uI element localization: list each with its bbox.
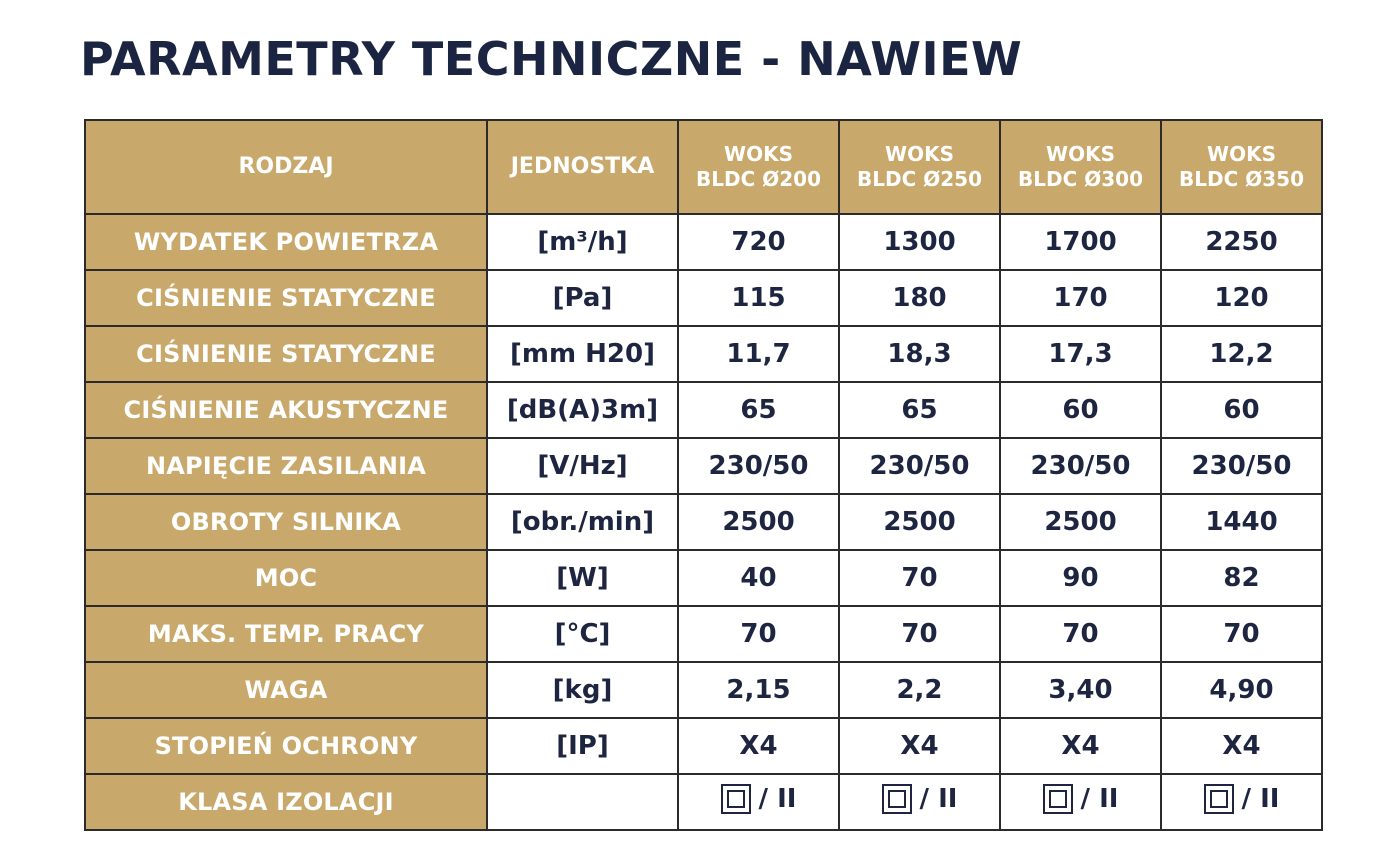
parameter-value: 70: [678, 606, 839, 662]
page-title: PARAMETRY TECHNICZNE - NAWIEW: [80, 32, 1023, 86]
parameter-value: 70: [1000, 606, 1161, 662]
parameter-value: 180: [839, 270, 1000, 326]
table-row-insulation: [85, 774, 1322, 830]
parameter-value: 82: [1161, 550, 1322, 606]
parameter-value: X4: [678, 718, 839, 774]
double-insulation-icon: [721, 784, 751, 814]
parameter-value: [1000, 774, 1161, 830]
insulation-class: / II: [1080, 783, 1119, 814]
parameter-unit: [IP]: [487, 718, 678, 774]
parameter-unit: [dB(A)3m]: [487, 382, 678, 438]
model-line1: WOKS: [885, 142, 954, 166]
parameter-unit: [m³/h]: [487, 214, 678, 270]
parameter-value: 2500: [1000, 494, 1161, 550]
table-row: [85, 494, 1322, 550]
parameter-name: MAKS. TEMP. PRACY: [85, 606, 487, 662]
parameter-value: 2,2: [839, 662, 1000, 718]
model-line2: BLDC Ø350: [1179, 167, 1304, 191]
table-row: [85, 438, 1322, 494]
header-model: [1161, 120, 1322, 214]
model-line2: BLDC Ø200: [696, 167, 821, 191]
double-insulation-icon: [1043, 784, 1073, 814]
parameter-value: X4: [839, 718, 1000, 774]
parameter-unit: [mm H20]: [487, 326, 678, 382]
parameter-value: 3,40: [1000, 662, 1161, 718]
parameter-unit: [obr./min]: [487, 494, 678, 550]
parameter-value: 17,3: [1000, 326, 1161, 382]
model-line2: BLDC Ø300: [1018, 167, 1143, 191]
parameter-unit: [°C]: [487, 606, 678, 662]
table-row: [85, 326, 1322, 382]
parameter-value: 65: [839, 382, 1000, 438]
parameter-name: WAGA: [85, 662, 487, 718]
parameter-value: 230/50: [839, 438, 1000, 494]
parameter-value: [839, 774, 1000, 830]
parameter-unit: [kg]: [487, 662, 678, 718]
insulation-class: / II: [919, 783, 958, 814]
parameter-value: X4: [1000, 718, 1161, 774]
table-row: [85, 382, 1322, 438]
parameter-name: KLASA IZOLACJI: [85, 774, 487, 830]
parameter-value: 120: [1161, 270, 1322, 326]
parameter-unit: [W]: [487, 550, 678, 606]
parameter-name: CIŚNIENIE AKUSTYCZNE: [85, 382, 487, 438]
parameter-value: 1300: [839, 214, 1000, 270]
table-row: [85, 718, 1322, 774]
parameter-value: 12,2: [1161, 326, 1322, 382]
parameter-value: 1440: [1161, 494, 1322, 550]
double-insulation-icon: [882, 784, 912, 814]
parameter-value: X4: [1161, 718, 1322, 774]
parameter-value: 60: [1161, 382, 1322, 438]
parameter-value: 2500: [678, 494, 839, 550]
parameter-name: OBROTY SILNIKA: [85, 494, 487, 550]
model-line2: BLDC Ø250: [857, 167, 982, 191]
table-row: [85, 214, 1322, 270]
parameter-value: 40: [678, 550, 839, 606]
parameter-name: MOC: [85, 550, 487, 606]
table-row: [85, 270, 1322, 326]
parameter-value: 2250: [1161, 214, 1322, 270]
header-model: [1000, 120, 1161, 214]
parameter-value: [1161, 774, 1322, 830]
table-header-row: [85, 120, 1322, 214]
header-type: RODZAJ: [85, 120, 487, 214]
insulation-class: / II: [1241, 783, 1280, 814]
model-line1: WOKS: [1046, 142, 1115, 166]
header-model: [678, 120, 839, 214]
parameter-name: NAPIĘCIE ZASILANIA: [85, 438, 487, 494]
parameter-value: 2,15: [678, 662, 839, 718]
parameter-value: 4,90: [1161, 662, 1322, 718]
parameter-value: 70: [1161, 606, 1322, 662]
model-line1: WOKS: [1207, 142, 1276, 166]
parameter-name: CIŚNIENIE STATYCZNE: [85, 326, 487, 382]
header-unit: JEDNOSTKA: [487, 120, 678, 214]
parameter-value: 90: [1000, 550, 1161, 606]
parameter-value: 1700: [1000, 214, 1161, 270]
parameter-unit: [Pa]: [487, 270, 678, 326]
parameter-value: 720: [678, 214, 839, 270]
parameter-name: STOPIEŃ OCHRONY: [85, 718, 487, 774]
parameter-value: 65: [678, 382, 839, 438]
parameter-value: 60: [1000, 382, 1161, 438]
parameter-unit: [V/Hz]: [487, 438, 678, 494]
model-line1: WOKS: [724, 142, 793, 166]
parameter-value: 170: [1000, 270, 1161, 326]
table-row: [85, 662, 1322, 718]
parameter-value: 230/50: [1000, 438, 1161, 494]
parameter-value: 70: [839, 550, 1000, 606]
table-row: [85, 606, 1322, 662]
parameter-value: 115: [678, 270, 839, 326]
parameter-value: 11,7: [678, 326, 839, 382]
double-insulation-icon: [1204, 784, 1234, 814]
table-row: [85, 550, 1322, 606]
parameter-name: WYDATEK POWIETRZA: [85, 214, 487, 270]
header-model: [839, 120, 1000, 214]
parameter-value: 18,3: [839, 326, 1000, 382]
technical-parameters-table: [84, 119, 1323, 831]
parameter-value: 230/50: [678, 438, 839, 494]
insulation-class: / II: [758, 783, 797, 814]
parameter-value: 230/50: [1161, 438, 1322, 494]
parameter-name: CIŚNIENIE STATYCZNE: [85, 270, 487, 326]
parameter-unit: [487, 774, 678, 830]
parameter-value: 2500: [839, 494, 1000, 550]
parameter-value: 70: [839, 606, 1000, 662]
parameter-value: [678, 774, 839, 830]
